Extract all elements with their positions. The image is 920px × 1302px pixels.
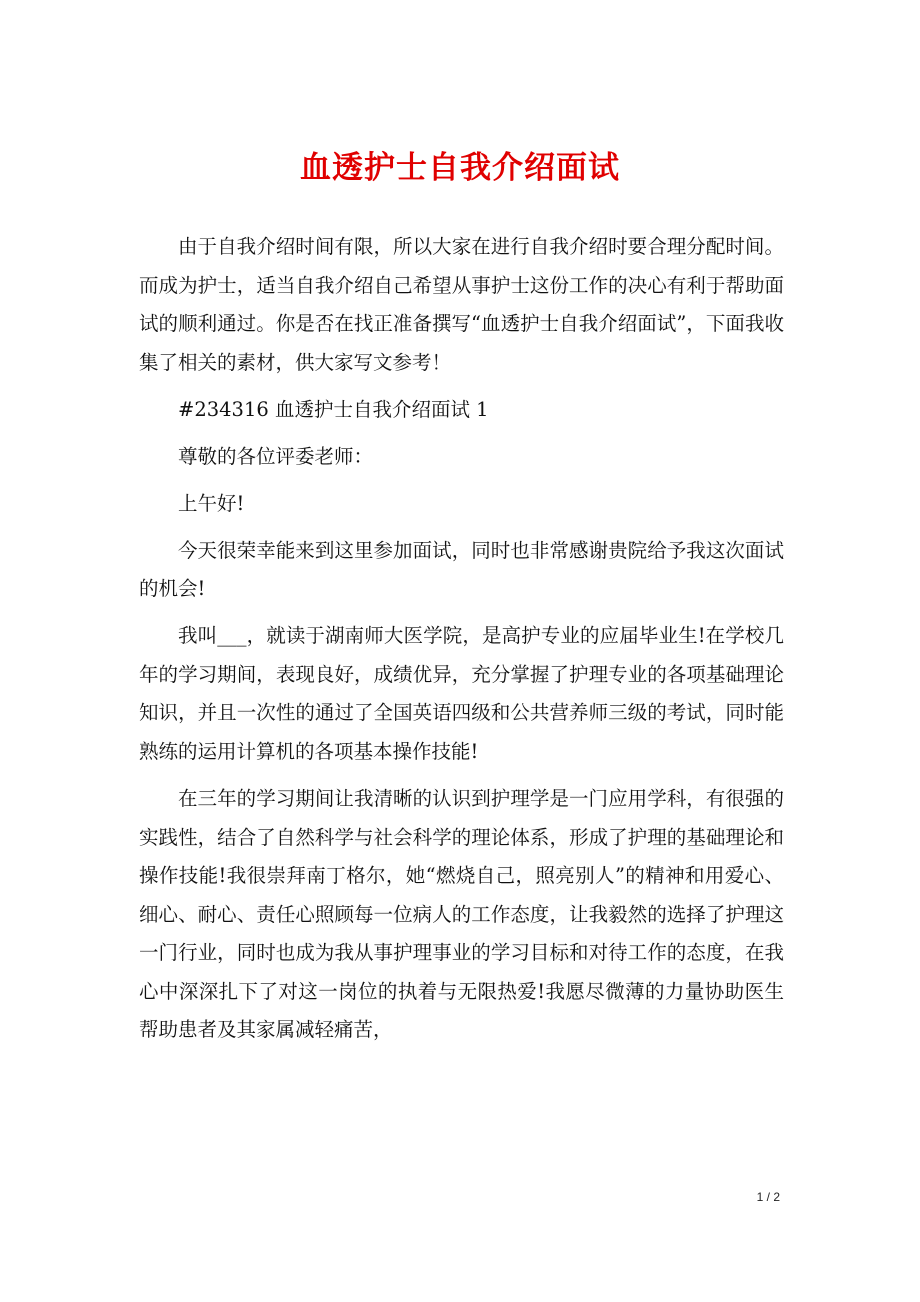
page-number: 1 / 2 (756, 1190, 780, 1204)
body-paragraph: 今天很荣幸能来到这里参加面试，同时也非常感谢贵院给予我这次面试的机会! (139, 538, 784, 601)
salutation: 尊敬的各位评委老师： (178, 444, 374, 468)
greeting: 上午好! (178, 491, 245, 515)
document-body (139, 228, 784, 1058)
intro-paragraph: 由于自我介绍时间有限，所以大家在进行自我介绍时要合理分配时间。而成为护士，适当自我介绍自己希望从事护士这份工作的决心有利于帮助面试的顺利通过。你是否在找正准备撰写“血透护士自我介绍面试”，下面我收集了相关的素材，供大家写文参考！ (139, 235, 784, 374)
section-heading: #234316 血透护士自我介绍面试 1 (178, 397, 489, 421)
body-paragraph: 在三年的学习期间让我清晰的认识到护理学是一门应用学科，有很强的实践性，结合了自然科学与社会科学的理论体系，形成了护理的基础理论和操作技能!我很崇拜南丁格尔，她“燃烧自己，照亮别人”的精神和用爱心、细心、耐心、责任心照顾每一位病人的工作态度，让我毅然的选择了护理这一门行业，同时也成为我从事护理事业的学习目标和对待工作的态度，在我心中深深扎下了对这一岗位的执着与无限热爱!我愿尽微薄的力量协助医生帮助患者及其家属减轻痛苦， (139, 787, 784, 1042)
document-title: 血透护士自我介绍面试 (300, 150, 620, 186)
body-paragraph: 我叫___，就读于湖南师大医学院，是高护专业的应届毕业生!在学校几年的学习期间，表现良好，成绩优异，充分掌握了护理专业的各项基础理论知识，并且一次性的通过了全国英语四级和公共营养师三级的考试，同时能熟练的运用计算机的各项基本操作技能! (139, 624, 784, 763)
